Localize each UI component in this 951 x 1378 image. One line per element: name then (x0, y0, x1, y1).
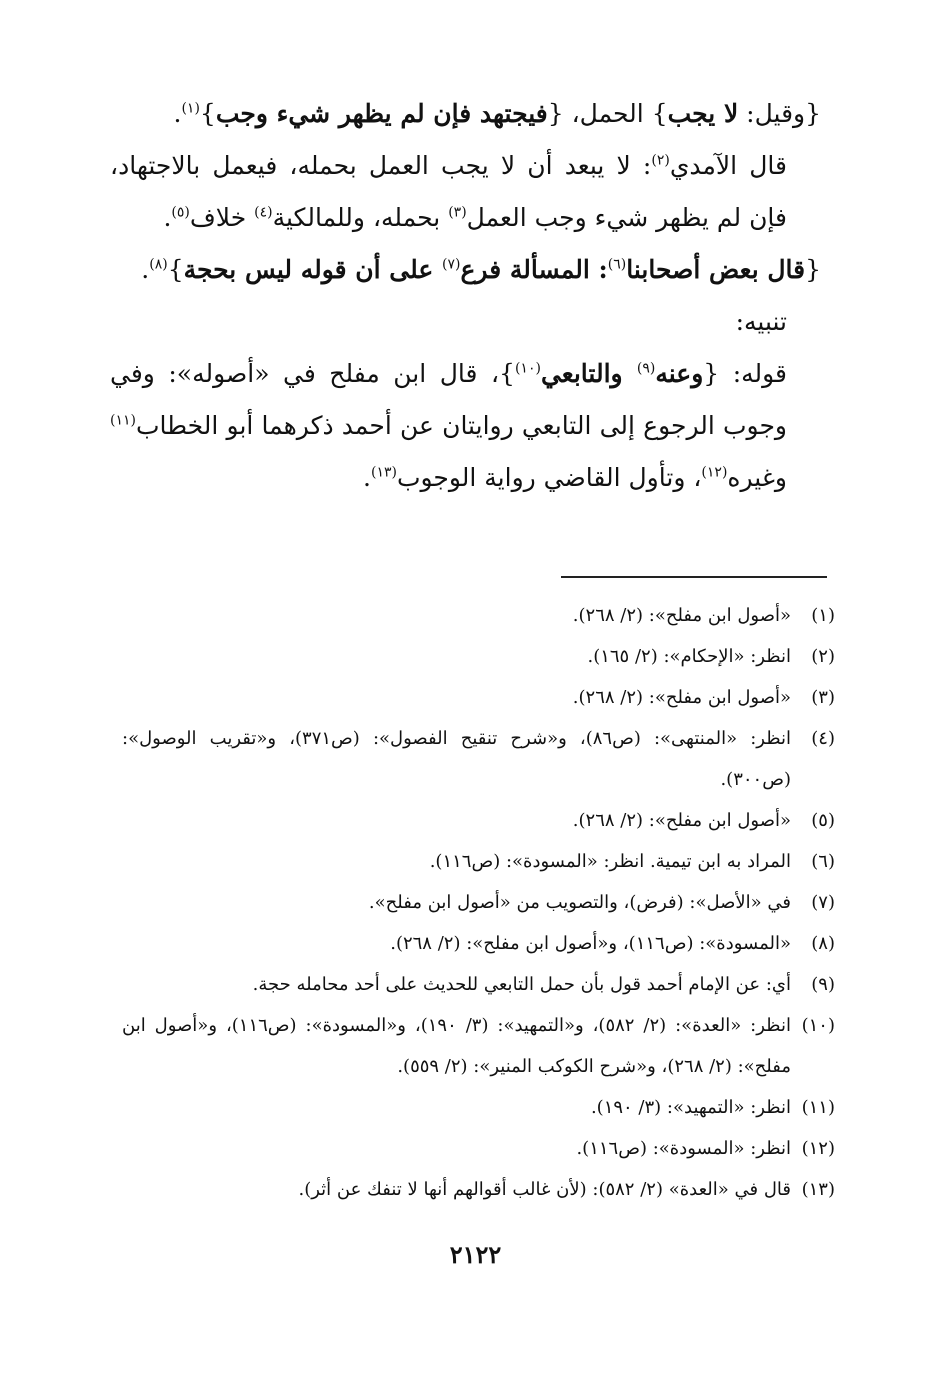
footnote-number: (٧) (811, 892, 835, 913)
footnote-text: انظر: «الإحكام»: (٢/ ١٦٥). (587, 646, 791, 667)
text-span: بحمله، وللمالكية (272, 203, 449, 232)
footnote-number: (٦) (811, 851, 835, 872)
footnote-number: (١٣) (801, 1179, 835, 1200)
text-span: {وقيل: (738, 99, 821, 128)
quoted-text: : المسألة فرع (460, 255, 608, 284)
footnote-marker[interactable]: (١٢) (701, 464, 728, 481)
quoted-text: قال بعض أصحابنا (626, 255, 806, 284)
quoted-text: والتابعي (540, 359, 637, 388)
footnote-number: (٥) (811, 810, 835, 831)
text-span: . (163, 203, 172, 232)
text-span: } (199, 99, 216, 128)
footnote-number: (٨) (811, 933, 835, 954)
footnote-number: (١) (811, 605, 835, 626)
footnote-text: انظر: «المنتهى»: (ص٨٦)، و«شرح تنقيح الفصول»: (ص٣٧١)، و«تقريب الوصول»: (ص٣٠٠). (122, 728, 791, 790)
footnotes (122, 595, 835, 1210)
footnote-text: انظر: «المسودة»: (ص١١٦). (576, 1138, 791, 1159)
footnote-marker[interactable]: (٢) (651, 152, 670, 169)
footnote-number: (١٢) (801, 1138, 835, 1159)
page-number: ٢١٢٢ (449, 1240, 502, 1269)
text-span: . (363, 463, 371, 492)
footnote-number: (٤) (811, 728, 835, 749)
footnote (122, 595, 835, 636)
footnote-marker[interactable]: (٨) (149, 256, 168, 273)
footnote-text: قال في «العدة» (٢/ ٥٨٢): (لأن غالب أقوالهم أنها لا تنفك عن أثر). (298, 1179, 791, 1200)
footnote-marker[interactable]: (٣) (448, 204, 467, 221)
text-span: خلاف (189, 203, 255, 232)
paragraph-2 (110, 140, 821, 244)
footnote (122, 636, 835, 677)
footnote-marker[interactable]: (٩) (636, 360, 656, 377)
text-span: } (167, 255, 184, 284)
quoted-text: فيجتهد فإن لم يظهر شيء وجب (215, 99, 548, 128)
text-span: وغيره (727, 463, 787, 492)
footnote-text: انظر: «التمهيد»: (٣/ ١٩٠). (590, 1097, 791, 1118)
text-span: قال الآمدي (669, 151, 787, 180)
footnote (122, 800, 835, 841)
footnote-number: (٢) (811, 646, 835, 667)
footnote-marker[interactable]: (١١) (110, 412, 136, 429)
footnote (122, 882, 835, 923)
footnote (122, 718, 835, 800)
footnote (122, 677, 835, 718)
footnote (122, 964, 835, 1005)
text-span: }، قال ابن مفلح في «أصوله»: وفي وجوب الرجوع إلى التابعي روايتان عن أحمد ذكرهما أبو الخطاب (110, 359, 787, 440)
footnote-text: في «الأصل»: (فرض)، والتصويب من «أصول ابن مفلح». (368, 892, 791, 913)
footnote-marker[interactable]: (٥) (171, 204, 190, 221)
footnote-marker[interactable]: (٧) (442, 256, 461, 273)
quoted-text: على أن قوله ليس بحجة (183, 255, 443, 284)
footnote-marker[interactable]: (١) (181, 100, 200, 117)
footnote-number: (١٠) (801, 1015, 835, 1036)
text-span: : لا يبعد أن لا يجب العمل بحمله، فيعمل بالاجتهاد، فإن لم يظهر شيء وجب العمل (110, 151, 787, 232)
paragraph-1 (110, 88, 821, 140)
footnote (122, 1169, 835, 1210)
footnote (122, 1128, 835, 1169)
footnote-text: «المسودة»: (ص١١٦)، و«أصول ابن مفلح»: (٢/ ٢٦٨). (390, 933, 791, 954)
footnote (122, 1005, 835, 1087)
text-span: . (173, 99, 182, 128)
footnote (122, 923, 835, 964)
footnote-text: انظر: «العدة»: (٢/ ٥٨٢)، و«التمهيد»: (٣/ ١٩٠)، و«المسودة»: (ص١١٦)، و«أصول ابن مفلح»: (٢/ ٢٦٨)، و«شرح الكوكب المنير»: (٢/ ٥٥٩). (122, 1015, 791, 1077)
footnote-text: المراد به ابن تيمية. انظر: «المسودة»: (ص١١٦). (429, 851, 791, 872)
footnote-text: «أصول ابن مفلح»: (٢/ ٢٦٨). (572, 605, 791, 626)
footnote-number: (٣) (811, 687, 835, 708)
quoted-text: وعنه (655, 359, 704, 388)
footnote-divider (561, 576, 827, 578)
paragraph-3 (110, 244, 821, 296)
main-text (110, 88, 821, 504)
text-span: { (805, 255, 821, 284)
quoted-text: لا يجب (667, 99, 739, 128)
paragraph-5 (110, 348, 821, 504)
footnote-number: (٩) (811, 974, 835, 995)
footnote-marker[interactable]: (١٣) (370, 464, 397, 481)
text-span: ، وتأول القاضي رواية الوجوب (396, 463, 702, 492)
text-span: . (141, 255, 150, 284)
footnote-marker[interactable]: (٦) (607, 256, 627, 273)
footnote-text: «أصول ابن مفلح»: (٢/ ٢٦٨). (572, 687, 791, 708)
footnote (122, 841, 835, 882)
text-span: } الحمل، { (547, 99, 668, 128)
footnote-text: أي: عن الإمام أحمد قول بأن حمل التابعي للحديث على أحد محامله حجة. (252, 974, 791, 995)
footnote-text: «أصول ابن مفلح»: (٢/ ٢٦٨). (572, 810, 791, 831)
footnote-marker[interactable]: (١٠) (514, 360, 541, 377)
text-span: قوله: { (703, 359, 788, 388)
footnote-number: (١١) (801, 1097, 835, 1118)
footnote (122, 1087, 835, 1128)
footnote-marker[interactable]: (٤) (254, 204, 273, 221)
note-heading: تنبيه: (735, 307, 787, 336)
